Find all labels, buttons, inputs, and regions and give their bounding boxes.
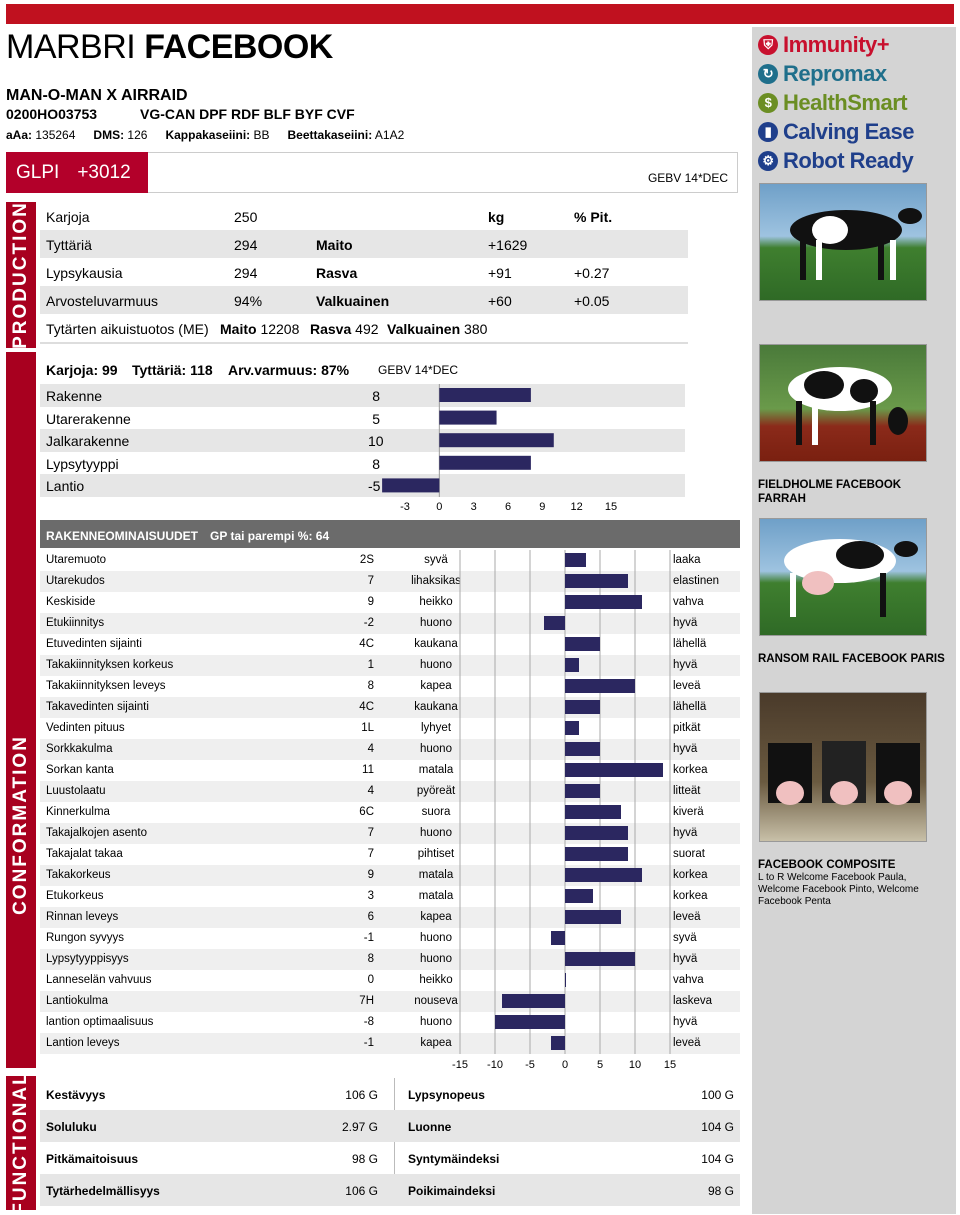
trait-row: Etuvedinten sijainti 4C kaukana lähellä	[46, 638, 707, 650]
logo-1: ⛨ Immunity+	[758, 30, 954, 59]
info-item: Kappakaseiini: BB	[165, 128, 270, 142]
trait-bar	[551, 1036, 565, 1050]
trait-row: Keskiside 9 heikko vahva	[46, 596, 704, 608]
trait-bar	[565, 952, 635, 966]
trait-bar	[565, 637, 600, 651]
trait-bar	[565, 973, 566, 987]
production-row: Arvosteluvarmuus 94% Valkuainen +60 +0.05	[40, 286, 688, 314]
cow-silhouette-icon	[760, 345, 928, 463]
composite-bar	[439, 456, 531, 470]
conformation-header: RAKENNEOMINAISUUDET GP tai parempi %: 64	[40, 520, 740, 548]
registration-line: 0200HO03753 VG-CAN DPF RDF BLF BYF CVF	[6, 106, 355, 122]
photo-2	[759, 344, 927, 462]
photo-4	[759, 692, 927, 842]
photo-4-subcaption: L to R Welcome Facebook Paula, Welcome Facebook Pinto, Welcome Facebook Penta	[758, 872, 919, 907]
trait-row: Utaremuoto 2S syvä laaka	[46, 554, 701, 566]
trait-tick: 5	[596, 1059, 604, 1071]
glpi-badge: GLPI +3012	[6, 152, 148, 193]
photo-2-caption: FIELDHOLME FACEBOOK FARRAH	[758, 479, 902, 505]
pedigree: MAN-O-MAN X AIRRAID	[6, 87, 188, 104]
trait-row: Takakorkeus 9 matala korkea	[40, 865, 740, 886]
trait-bar	[565, 889, 593, 903]
trait-bar	[565, 910, 621, 924]
functional-row: Pitkämaitoisuus 98 G Syntymäindeksi 104 G	[46, 1152, 734, 1166]
chart-icon: ▮	[758, 122, 778, 142]
trait-bar	[565, 742, 600, 756]
trait-bar	[565, 721, 579, 735]
robot-icon: ⚙	[758, 151, 778, 171]
composite-tick: 0	[436, 501, 443, 513]
trait-row: Etukiinnitys -2 huono hyvä	[40, 613, 740, 634]
photo-3	[759, 518, 927, 636]
trait-row: Takajalat takaa 7 pihtiset suorat	[46, 848, 705, 860]
logo-3: $ HealthSmart	[758, 88, 954, 117]
trait-bar	[565, 700, 600, 714]
photo-4-caption: FACEBOOK COMPOSITE	[758, 859, 896, 871]
shield-icon: ⛨	[758, 35, 778, 55]
photo-3-caption: RANSOM RAIL FACEBOOK PARIS	[758, 653, 945, 665]
functional-row: Soluluku 2.97 G Luonne 104 G	[40, 1110, 740, 1142]
trait-row: Kinnerkulma 6C suora kiverä	[46, 806, 704, 818]
trait-row: lantion optimaalisuus -8 huono hyvä	[46, 1016, 698, 1028]
composite-tick: 9	[539, 501, 546, 513]
composite-bar	[439, 433, 553, 447]
cycle-icon: ↻	[758, 64, 778, 84]
composite-tick: 3	[470, 501, 477, 513]
trait-bar	[565, 658, 579, 672]
trait-tick: -15	[452, 1059, 468, 1071]
composite-row: Lantio -5	[40, 474, 685, 497]
cow-silhouette-icon	[760, 519, 928, 637]
cow-rear-silhouette-icon	[760, 693, 928, 843]
trait-bar	[565, 805, 621, 819]
production-row: Karjoja 250 kg % Pit.	[46, 209, 613, 225]
trait-bar	[565, 868, 642, 882]
trait-bar	[495, 1015, 565, 1029]
dollar-icon: $	[758, 93, 778, 113]
trait-tick: 10	[628, 1059, 642, 1071]
photo-1	[759, 183, 927, 301]
logo-4: ▮ Calving Ease	[758, 117, 954, 146]
trait-row: Luustolaatu 4 pyöreät litteät	[40, 781, 740, 802]
info-item: DMS: 126	[93, 128, 148, 142]
trait-tick: 0	[561, 1059, 569, 1071]
trait-row: Rungon syvyys -1 huono syvä	[46, 932, 697, 944]
composite-tick: 6	[504, 501, 512, 513]
composite-bar	[439, 411, 496, 425]
production-row: Lypsykausia 294 Rasva +91 +0.27	[46, 265, 610, 281]
info-item: Beettakaseiini: A1A2	[287, 128, 405, 142]
trait-row: Lantion leveys -1 kapea leveä	[40, 1033, 740, 1054]
composite-chart	[400, 384, 625, 514]
composite-row: Jalkarakenne 10	[40, 429, 685, 452]
trait-row: Rinnan leveys 6 kapea leveä	[40, 907, 740, 928]
me-item: Valkuainen 380	[387, 321, 488, 337]
me-row: Tytärten aikuistuotos (ME) Maito 12208 Rasva 492 Valkuainen 380	[46, 321, 488, 337]
me-item: Maito 12208	[220, 321, 300, 337]
trait-bar	[565, 784, 600, 798]
trait-bar	[565, 847, 628, 861]
logo-2: ↻ Repromax	[758, 59, 954, 88]
trait-row: Vedinten pituus 1L lyhyet pitkät	[46, 722, 701, 734]
me-item: Rasva 492	[310, 321, 379, 337]
conformation-tab: CONFORMATION	[6, 352, 36, 1068]
trait-row: Sorkkakulma 4 huono hyvä	[40, 739, 740, 760]
production-divider	[40, 342, 688, 344]
trait-bar	[565, 679, 635, 693]
trait-row: Takavedinten sijainti 4C kaukana lähellä	[40, 697, 740, 718]
composite-bar	[439, 388, 531, 402]
trait-row: Lantiokulma 7H nouseva laskeva	[40, 991, 740, 1012]
trait-bar	[565, 763, 663, 777]
composite-row: Rakenne 8	[40, 384, 685, 407]
functional-row: Kestävyys 106 G Lypsynopeus 100 G	[40, 1078, 740, 1110]
trait-bar	[565, 826, 628, 840]
composite-bar	[382, 478, 439, 492]
composite-header: Karjoja: 99 Tyttäriä: 118 Arv.varmuus: 87% GEBV 14*DEC	[46, 362, 459, 378]
trait-row: Lypsytyyppisyys 8 huono hyvä	[40, 949, 740, 970]
functional-row: Tytärhedelmällisyys 106 G Poikimaindeksi 98 G	[40, 1174, 740, 1206]
top-red-bar	[6, 4, 954, 24]
trait-bar	[565, 553, 586, 567]
info-item: aAa: 135264	[6, 128, 76, 142]
trait-row: Sorkan kanta 11 matala korkea	[46, 764, 708, 776]
cow-silhouette-icon	[760, 184, 928, 302]
composite-row: Utarerakenne 5	[46, 410, 380, 427]
production-table	[40, 202, 688, 342]
info-line	[6, 128, 422, 142]
trait-tick: -5	[525, 1059, 535, 1071]
trait-bar	[551, 931, 565, 945]
trait-bar	[502, 994, 565, 1008]
trait-row: Lanneselän vahvuus 0 heikko vahva	[46, 974, 704, 986]
functional-tab: FUNCTIONAL	[6, 1076, 36, 1210]
glpi-note: GEBV 14*DEC	[647, 171, 728, 185]
trait-tick: 15	[663, 1059, 677, 1071]
trait-row: Utarekudos 7 lihaksikas elastinen	[40, 571, 740, 592]
composite-tick: 12	[570, 501, 583, 513]
trait-row: Takakiinnityksen leveys 8 kapea leveä	[46, 680, 701, 692]
composite-row: Lypsytyyppi 8	[46, 455, 380, 472]
page-title: MARBRI FACEBOOK	[6, 28, 333, 66]
trait-row: Takajalkojen asento 7 huono hyvä	[40, 823, 740, 844]
logo-5: ⚙ Robot Ready	[758, 146, 954, 175]
trait-row: Takakiinnityksen korkeus 1 huono hyvä	[40, 655, 740, 676]
logo-stack	[758, 30, 954, 175]
trait-row: Etukorkeus 3 matala korkea	[46, 890, 708, 902]
composite-tick: -3	[400, 501, 410, 513]
functional-table	[40, 1078, 740, 1206]
trait-tick: -10	[487, 1059, 503, 1071]
production-tab: PRODUCTION	[6, 202, 36, 348]
composite-tick: 15	[604, 501, 618, 513]
trait-chart	[452, 550, 677, 1071]
trait-bar	[565, 595, 642, 609]
production-row: Tyttäriä 294 Maito +1629	[40, 230, 688, 258]
trait-bar	[544, 616, 565, 630]
trait-bar	[565, 574, 628, 588]
